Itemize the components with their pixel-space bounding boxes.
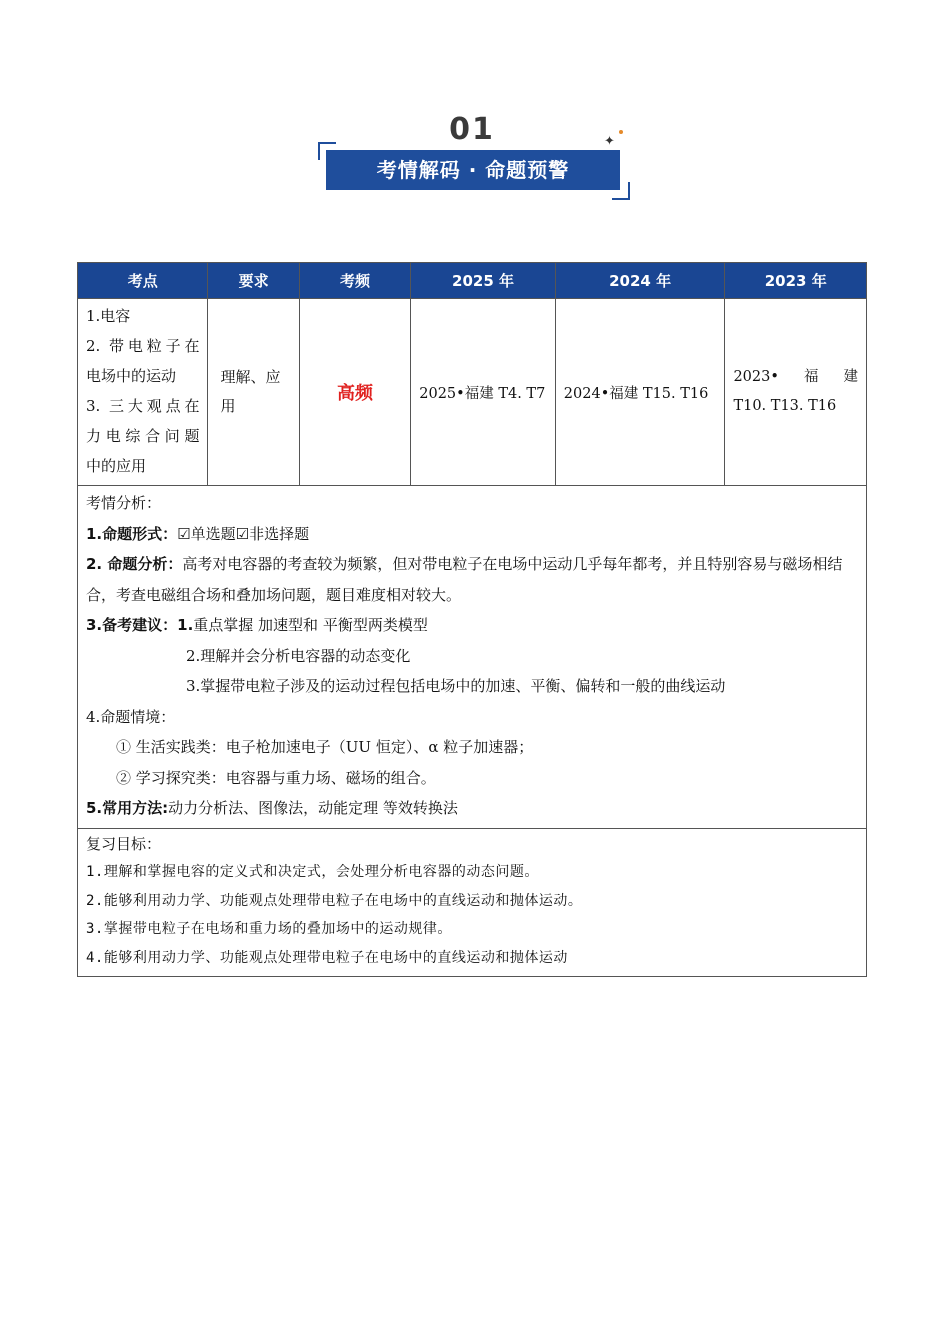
- method-text: 动力分析法、图像法，动能定理 等效转换法: [168, 799, 458, 817]
- question-analysis: [86, 549, 858, 610]
- header-cell: 要求: [208, 263, 299, 299]
- frequency-cell: 高频: [299, 299, 410, 486]
- analysis-text: 高考对电容器的考查较为频繁，但对带电粒子在电场中运动几乎每年都考，并且特别容易与磁场相结合，考查电磁组合场和叠加场问题，题目难度相对较大。: [86, 555, 843, 604]
- section-banner: [312, 108, 632, 200]
- header-cell: 考频: [299, 263, 410, 299]
- year-2024-cell: 2024•福建 T15. T16: [555, 299, 725, 486]
- question-form: [86, 519, 858, 550]
- review-item: 4.能够利用动力学、功能观点处理带电粒子在电场中的直线运动和抛体运动: [86, 949, 568, 966]
- table-row: [78, 299, 867, 486]
- sparkle-icon: ✦: [604, 134, 615, 149]
- context-item: ② 学习探究类：电容器与重力场、磁场的组合。: [116, 768, 436, 787]
- advice-number: 1.: [177, 616, 194, 634]
- knowledge-point-line: 3. 三大观点在: [86, 397, 200, 415]
- year-2023-text: T10. T13. T16: [733, 398, 837, 414]
- method-label: 5.常用方法:: [86, 799, 169, 817]
- context-item: ① 生活实践类：电子枪加速电子（UU 恒定）、α 粒子加速器；: [116, 738, 534, 756]
- requirement-cell: 理解、应用: [208, 299, 299, 486]
- advice-text: 重点掌握 加速型和 平衡型两类模型: [193, 616, 428, 634]
- analysis-title: 考情分析：: [86, 494, 162, 512]
- header-cell: 2024 年: [555, 263, 725, 299]
- year-2023-cell: [725, 299, 867, 486]
- review-item: 2.能够利用动力学、功能观点处理带电粒子在电场中的直线运动和抛体运动。: [86, 892, 583, 909]
- table-header-row: [78, 263, 867, 299]
- advice-text: 3.掌握带电粒子涉及的运动过程包括电场中的加速、平衡、偏转和一般的曲线运动: [186, 677, 726, 695]
- common-methods: [86, 793, 858, 824]
- knowledge-points-cell: [78, 299, 208, 486]
- prep-advice: [86, 610, 858, 641]
- review-row: [78, 828, 867, 977]
- form-option: 非选择题: [249, 524, 310, 543]
- form-option: 单选题: [190, 524, 236, 543]
- review-item: 1.理解和掌握电容的定义式和决定式，会处理分析电容器的动态问题。: [86, 864, 539, 880]
- advice-label: 3.备考建议：: [86, 616, 178, 634]
- checkbox-icon: ☑: [177, 524, 191, 543]
- checkbox-icon: ☑: [235, 524, 250, 543]
- analysis-row: [78, 486, 867, 829]
- exam-analysis-table: [77, 262, 867, 977]
- knowledge-point-line: 电场中的运动: [86, 367, 177, 385]
- dot-icon: [619, 130, 623, 134]
- knowledge-point-line: 1.电容: [86, 307, 131, 325]
- knowledge-point-line: 中的应用: [86, 457, 147, 475]
- advice-text: 2.理解并会分析电容器的动态变化: [186, 646, 411, 665]
- section-number: 01: [449, 112, 495, 147]
- knowledge-point-line: 力电综合问题: [86, 427, 200, 445]
- year-2023-text: 建: [843, 369, 858, 385]
- analysis-cell: [78, 486, 867, 829]
- header-cell: 2023 年: [725, 263, 867, 299]
- review-cell: [78, 828, 867, 977]
- form-label: 1.命题形式：: [86, 524, 178, 543]
- review-title: 复习目标：: [86, 834, 162, 853]
- year-2025-cell: 2025•福建 T4. T7: [411, 299, 556, 486]
- section-title: 考情解码 · 命题预警: [326, 150, 620, 190]
- year-2023-text: 福: [803, 369, 819, 385]
- context-label: 4.命题情境：: [86, 707, 176, 726]
- analysis-label: 2. 命题分析：: [86, 555, 183, 573]
- knowledge-point-line: 2. 带电粒子在: [86, 337, 200, 355]
- header-cell: 考点: [78, 263, 208, 299]
- header-cell: 2025 年: [411, 263, 556, 299]
- review-item: 3.掌握带电粒子在电场和重力场的叠加场中的运动规律。: [86, 921, 452, 937]
- year-2023-text: 2023•: [733, 369, 779, 385]
